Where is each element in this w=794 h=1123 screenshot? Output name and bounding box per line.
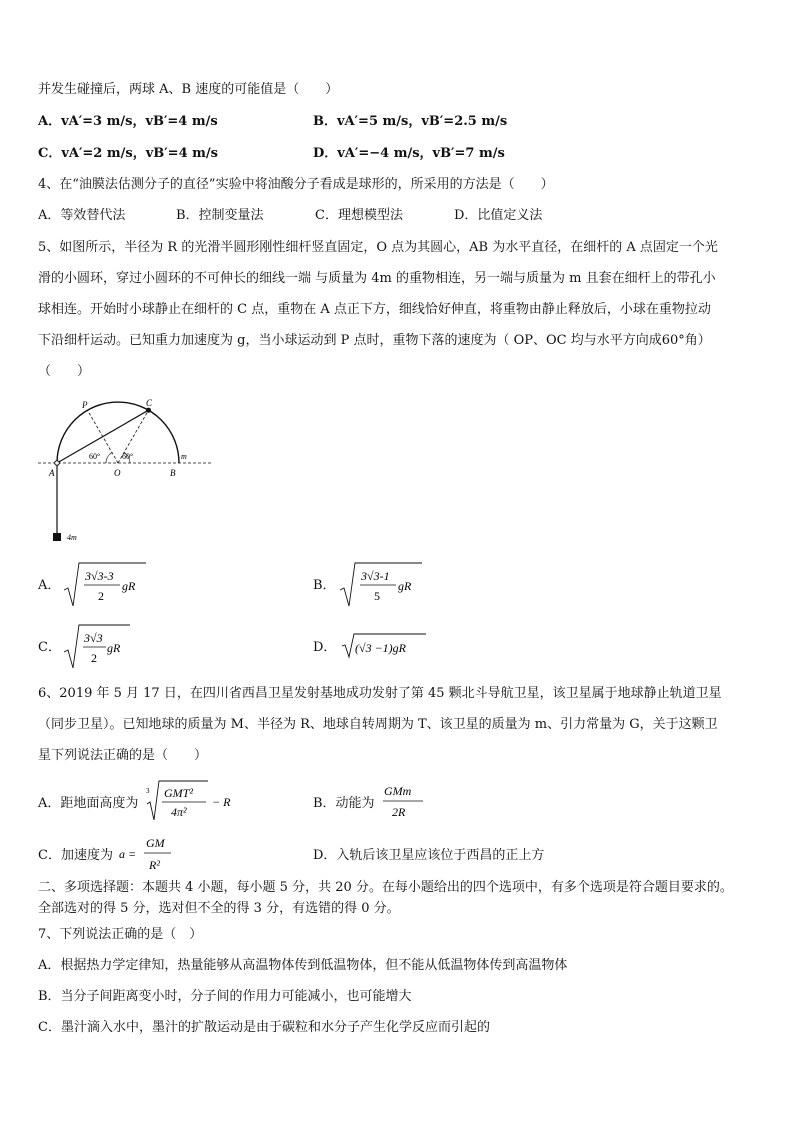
q6-option-b-label: B．动能为 xyxy=(313,796,375,811)
angle-arc-left xyxy=(106,453,112,463)
svg-text:GM: GM xyxy=(146,836,165,850)
q3-option-a: A．vA′=3 m/s，vB′=4 m/s xyxy=(38,114,218,129)
label-angle-right: 60° xyxy=(122,452,134,461)
svg-text:3√3-1: 3√3-1 xyxy=(361,569,390,583)
label-a: A xyxy=(49,468,55,478)
section-2-heading-line-1: 二、多项选择题：本题共 4 小题，每小题 5 分，共 20 分。在每小题给出的四个选项中，有多个选项是符合题目要求的。 xyxy=(38,880,733,895)
label-m: m xyxy=(181,452,187,461)
label-p: P xyxy=(82,400,88,410)
q5-option-c-formula xyxy=(62,622,132,672)
q4-option-b: B．控制变量法 xyxy=(176,208,264,223)
svg-text:gR: gR xyxy=(107,641,121,655)
label-c: C xyxy=(146,398,153,408)
q6-stem-line-1: 6、2019 年 5 月 17 日，在四川省西昌卫星发射基地成功发射了第 45 颗北斗导航卫星，该卫星属于地球静止轨道卫星 xyxy=(38,686,722,701)
svg-text:2: 2 xyxy=(98,589,104,603)
svg-text:(√3 −1)gR: (√3 −1)gR xyxy=(355,641,407,655)
q6-option-b-formula xyxy=(381,780,427,822)
q3-option-c: C．vA′=2 m/s，vB′=4 m/s xyxy=(38,146,218,161)
svg-text:− R: − R xyxy=(212,795,231,809)
svg-text:GMm: GMm xyxy=(384,784,412,798)
svg-text:5: 5 xyxy=(374,589,380,603)
svg-text:R²: R² xyxy=(149,858,160,872)
q5-stem-line-1: 5、如图所示，半径为 R 的光滑半圆形刚性细杆竖直固定，O 点为其圆心，AB 为水平直径，在细杆的 A 点固定一个光 xyxy=(38,240,718,255)
q4-option-c: C．理想模型法 xyxy=(315,208,403,223)
q5-option-a-formula xyxy=(62,560,148,610)
q5-option-a-label: A． xyxy=(38,578,61,593)
q3-stem: 并发生碰撞后，两球 A、B 速度的可能值是（ ） xyxy=(38,82,339,97)
q4-option-a: A．等效替代法 xyxy=(38,208,126,223)
svg-text:3√3-3: 3√3-3 xyxy=(85,569,114,583)
q5-option-c-label: C． xyxy=(38,640,61,655)
q6-stem-line-3: 星下列说法正确的是（ ） xyxy=(38,748,208,763)
svg-text:3: 3 xyxy=(146,787,150,795)
label-angle-left: 60° xyxy=(89,452,101,461)
q6-option-d: D．入轨后该卫星应该位于西昌的正上方 xyxy=(313,848,545,863)
q5-option-d-formula xyxy=(340,632,430,660)
q6-option-c-formula xyxy=(117,833,179,875)
q5-option-b-formula xyxy=(338,560,424,610)
q5-option-d-label: D． xyxy=(313,640,337,655)
svg-text:gR: gR xyxy=(122,579,136,593)
q4-option-d: D．比值定义法 xyxy=(454,208,543,223)
ring-a xyxy=(55,461,60,466)
string-ac xyxy=(57,410,149,463)
svg-text:4π²: 4π² xyxy=(171,805,187,819)
svg-text:2R: 2R xyxy=(392,805,406,819)
q5-stem-line-5: （ ） xyxy=(38,364,91,379)
section-2-heading-line-2: 全部选对的得 5 分，选对但不全的得 3 分，有选错的得 0 分。 xyxy=(38,901,400,916)
q5-option-b-label: B． xyxy=(313,578,336,593)
q7-option-c: C．墨汁滴入水中，墨汁的扩散运动是由于碳粒和水分子产生化学反应而引起的 xyxy=(38,1020,490,1035)
q5-stem-line-4: 下沿细杆运动。已知重力加速度为 g，当小球运动到 P 点时，重物下落的速度为（ OP、OC 均与水平方向成60°角） xyxy=(38,333,711,348)
q7-stem: 7、下列说法正确的是（ ） xyxy=(38,927,203,942)
q7-option-a: A．根据热力学定律知，热量能够从高温物体传到低温物体，但不能从低温物体传到高温物体 xyxy=(38,958,568,973)
svg-text:2: 2 xyxy=(91,651,97,665)
svg-text:3√3: 3√3 xyxy=(84,631,103,645)
label-b: B xyxy=(170,468,176,478)
q4-stem: 4、在“油膜法估测分子的直径”实验中将油酸分子看成是球形的，所采用的方法是（ ） xyxy=(38,177,554,192)
q5-stem-line-3: 球相连。开始时小球静止在细杆的 C 点，重物在 A 点正下方，细线恰好伸直，将重物由静止释放后，小球在重物拉动 xyxy=(38,302,711,317)
mass-4m xyxy=(53,533,61,541)
ball-c xyxy=(146,408,151,413)
q3-option-d: D．vA′=−4 m/s，vB′=7 m/s xyxy=(313,146,505,161)
q7-option-b: B．当分子间距离变小时，分子间的作用力可能减小，也可能增大 xyxy=(38,989,412,1004)
q6-stem-line-2: （同步卫星）。已知地球的质量为 M、半径为 R、地球自转周期为 T、该卫星的质量为 m、引力常量为 G，关于这颗卫 xyxy=(38,717,718,732)
svg-text:gR: gR xyxy=(398,579,412,593)
label-4m: 4m xyxy=(67,533,77,542)
q6-option-a-label: A．距地面高度为 xyxy=(38,796,139,811)
svg-text:GMT²: GMT² xyxy=(164,786,193,800)
q5-stem-line-2: 滑的小圆环，穿过小圆环的不可伸长的细线一端 与质量为 4m 的重物相连，另一端与质量为 m 且套在细杆上的带孔小 xyxy=(38,271,716,286)
q3-option-b: B．vA′=5 m/s，vB′=2.5 m/s xyxy=(313,114,508,129)
q6-option-c-label: C．加速度为 xyxy=(38,848,113,863)
semicircle-rod-figure xyxy=(36,396,216,546)
label-o: O xyxy=(114,468,121,478)
svg-text:a =: a = xyxy=(119,847,137,861)
semicircle-rod xyxy=(57,402,179,463)
q6-option-a-formula xyxy=(144,778,244,824)
